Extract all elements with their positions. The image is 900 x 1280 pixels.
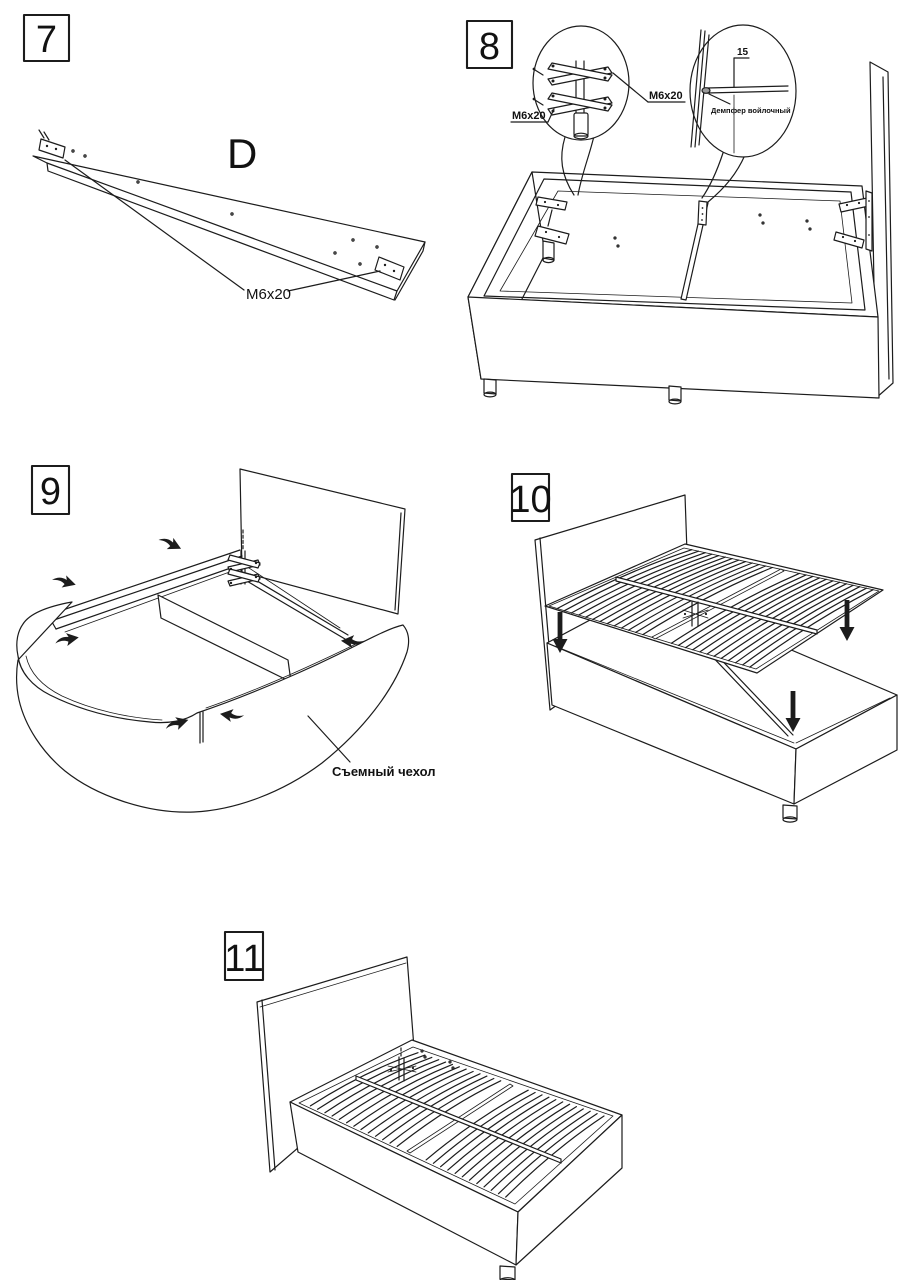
- screw-label: M6x20: [512, 110, 546, 122]
- tuck-arrow-icon: [54, 631, 80, 647]
- tuck-arrow-icon: [51, 572, 78, 592]
- screw-label: M6x20: [649, 90, 683, 102]
- step-7-panel: [20, 10, 460, 330]
- step-10-panel: [500, 460, 900, 850]
- screw-label: M6x20: [246, 286, 292, 303]
- cover-label: Съемный чехол: [332, 764, 436, 779]
- step-number: 10: [509, 479, 552, 521]
- step-number: 8: [478, 26, 501, 68]
- step-number: 9: [39, 471, 62, 513]
- callout-left-magnifier: [511, 26, 685, 195]
- step-8-panel: [455, 5, 900, 430]
- dimension-label: 15: [737, 47, 749, 58]
- step-number: 11: [224, 938, 264, 980]
- tuck-arrow-icon: [157, 532, 184, 555]
- part-label-d: D: [227, 130, 258, 177]
- callout-right-magnifier: [690, 25, 796, 202]
- step-11-panel: [200, 920, 700, 1280]
- corner-bracket: [39, 130, 65, 158]
- step-9-panel: [10, 460, 460, 830]
- bed-frame-drawing: [468, 172, 879, 404]
- step-number: 7: [35, 19, 58, 61]
- leader-line: [288, 271, 380, 291]
- felt-damper-label: Демпфер войлочный: [711, 106, 791, 115]
